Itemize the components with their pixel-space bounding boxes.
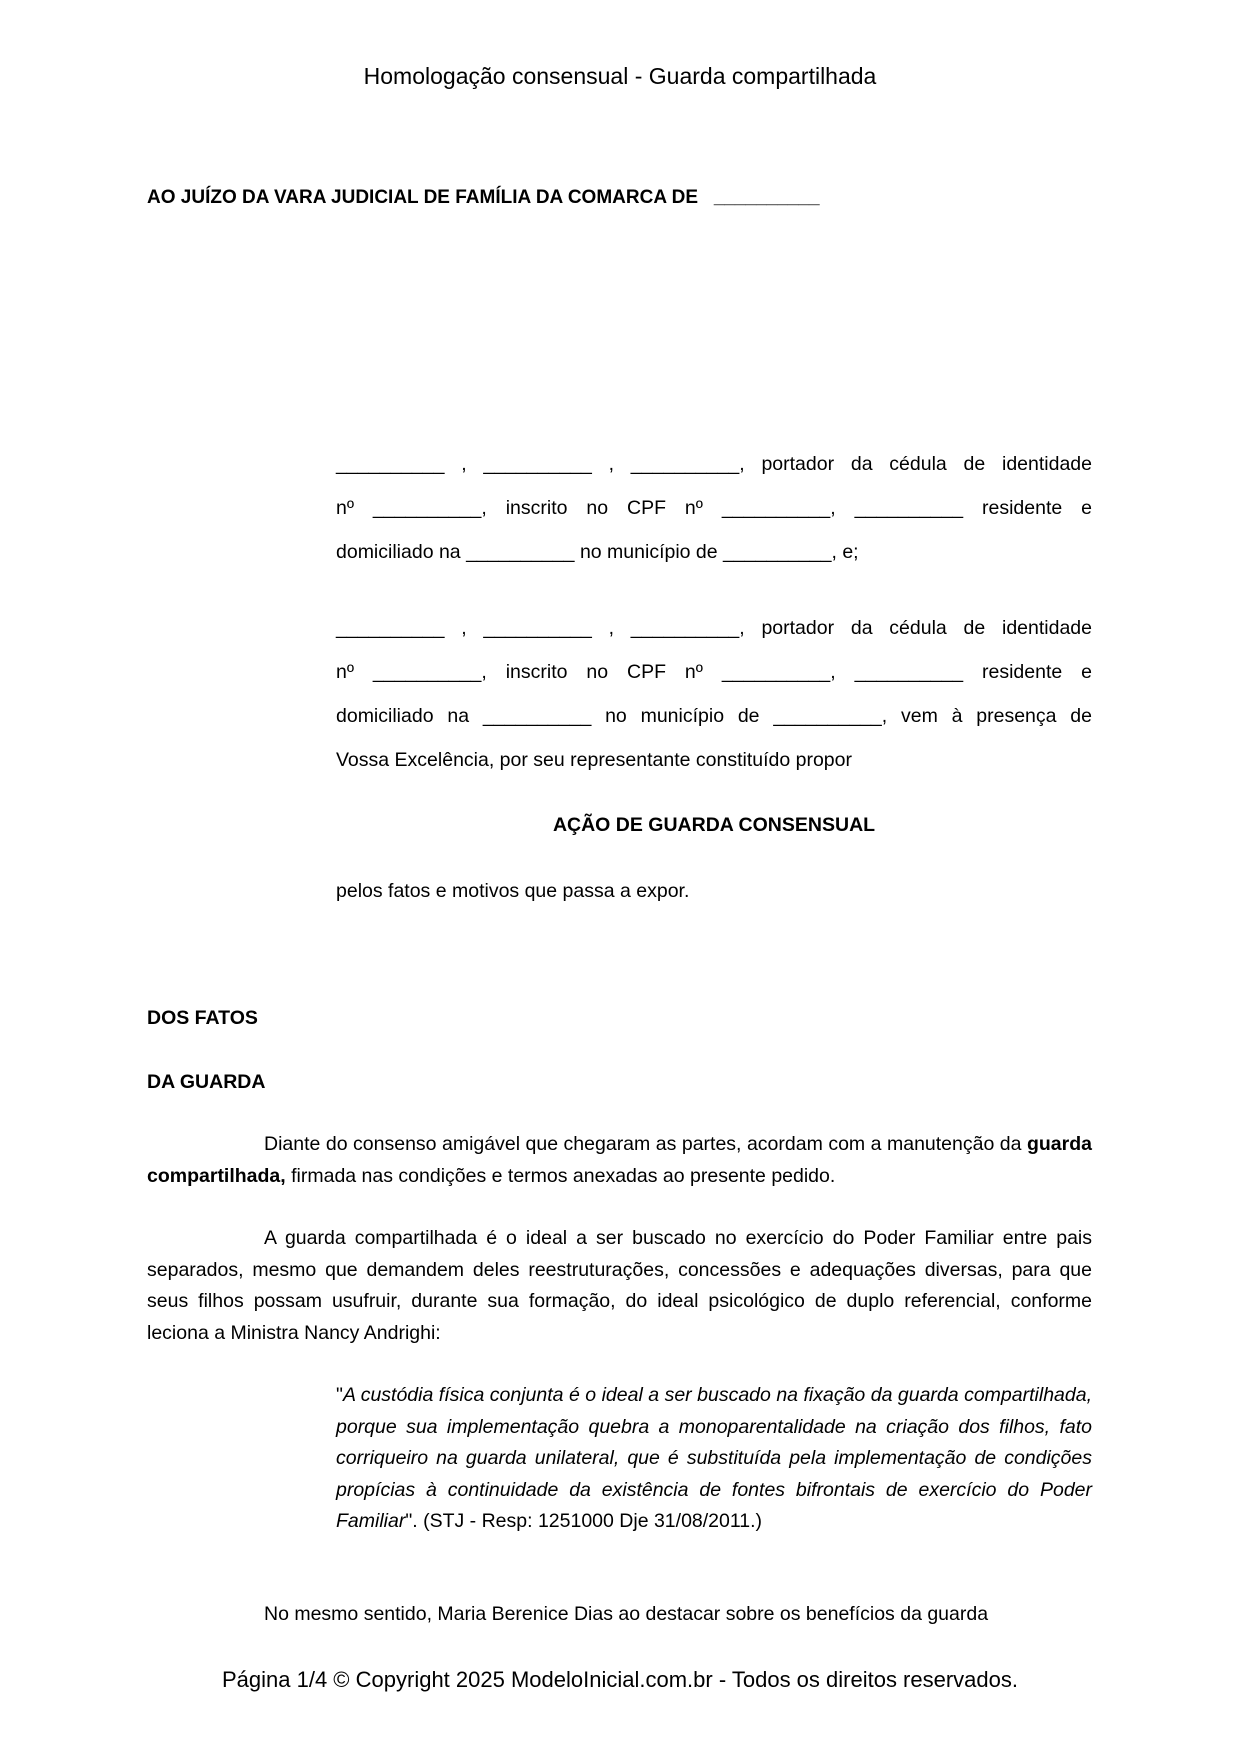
section-heading-custody: DA GUARDA [147,1071,266,1093]
paragraph-berenice [147,1599,1092,1631]
paragraph-shared-custody-text: A guarda compartilhada é o ideal a ser buscado no exercício do Poder Familiar entre pais separados, mesmo que demandem deles reestruturações, concessões e adequações diversas, para que seus filhos possam usufruir, durante sua formação, do ideal psicológico de duplo referencial, conforme leciona a Ministra Nancy Andrighi: [147,1227,1092,1344]
paragraph-consensus-end: firmada nas condições e termos anexadas ao presente pedido. [285,1164,836,1187]
paragraph-berenice-text: No mesmo sentido, Maria Berenice Dias ao destacar sobre os benefícios da guarda [264,1603,989,1625]
party-2-line-2: nº __________, inscrito no CPF nº __________, __________ residente e [336,661,1092,683]
party-2-qualification [336,606,1092,782]
quote-open-mark: " [336,1384,343,1406]
quote-citation: ". (STJ - Resp: 1251000 Dje 31/08/2011.) [405,1510,763,1532]
action-title: AÇÃO DE GUARDA CONSENSUAL [552,814,876,836]
paragraph-shared-custody [147,1223,1092,1349]
party-1-line-3: domiciliado na __________ no município de __________, e; [336,541,859,563]
page-header-title: Homologação consensual - Guarda compartilhada [363,63,877,89]
court-address: AO JUÍZO DA VARA JUDICIAL DE FAMÍLIA DA COMARCA DE __________ [147,187,820,208]
paragraph-consensus [147,1129,1092,1192]
party-2-line-1: __________ , __________ , __________, portador da cédula de identidade [336,617,1092,639]
party-2-line-3: domiciliado na __________ no município de __________, vem à presença de [336,705,1092,727]
party-1-line-1: __________ , __________ , __________, portador da cédula de identidade [336,453,1092,475]
party-2-line-4: Vossa Excelência, por seu representante constituído propor [336,749,852,771]
jurisprudence-quote [336,1380,1092,1538]
party-1-qualification [336,442,1092,574]
party-1-line-2: nº __________, inscrito no CPF nº __________, __________ residente e [336,497,1092,519]
quote-text: A custódia física conjunta é o ideal a ser buscado na fixação da guarda compartilhada, porque sua implementação quebra a monoparentalidade na criação dos filhos, fato corriqueiro na guarda unilateral, que é substituída pela implementação de condições propícias à continuidade da existência de fontes bifrontais de exercício do Poder Familiar [336,1384,1092,1532]
page-footer: Página 1/4 © Copyright 2025 ModeloInicial.com.br - Todos os direitos reservados. [222,1667,1018,1692]
paragraph-consensus-start: Diante do consenso amigável que chegaram as partes, acordam com a manutenção da [264,1133,1027,1155]
paragraph-consensus-bold: guarda compartilhada, [147,1133,1092,1187]
section-heading-facts: DOS FATOS [147,1007,258,1029]
facts-intro: pelos fatos e motivos que passa a expor. [336,880,690,902]
